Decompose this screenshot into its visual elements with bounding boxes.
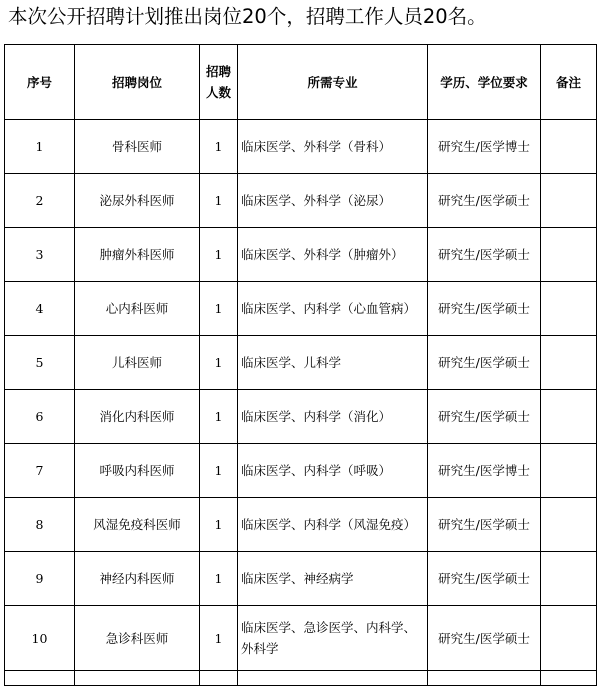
row-major: 临床医学、内科学（消化）	[238, 390, 428, 444]
header-major: 所需专业	[238, 45, 428, 120]
row-major: 临床医学、内科学（心血管病）	[238, 282, 428, 336]
table-row	[5, 444, 597, 498]
row-note	[541, 228, 597, 282]
row-position-empty	[75, 671, 200, 686]
row-note	[541, 336, 597, 390]
row-position: 肿瘤外科医师	[75, 228, 200, 282]
row-seq: 3	[5, 228, 75, 282]
row-seq: 6	[5, 390, 75, 444]
row-education: 研究生/医学硕士	[428, 228, 541, 282]
row-count: 1	[200, 552, 238, 606]
row-count-empty	[200, 671, 238, 686]
table-row	[5, 606, 597, 671]
row-education: 研究生/医学硕士	[428, 174, 541, 228]
row-position: 风湿免疫科医师	[75, 498, 200, 552]
table-header-row	[5, 45, 597, 120]
row-count: 1	[200, 498, 238, 552]
row-education: 研究生/医学硕士	[428, 390, 541, 444]
row-major: 临床医学、外科学（骨科）	[238, 120, 428, 174]
intro-text: 本次公开招聘计划推出岗位20个，招聘工作人员20名。	[8, 5, 487, 28]
row-note	[541, 120, 597, 174]
row-position: 儿科医师	[75, 336, 200, 390]
header-position: 招聘岗位	[75, 45, 200, 120]
row-education: 研究生/医学硕士	[428, 282, 541, 336]
row-count: 1	[200, 228, 238, 282]
row-education: 研究生/医学博士	[428, 120, 541, 174]
row-note	[541, 174, 597, 228]
row-position: 心内科医师	[75, 282, 200, 336]
table-row-partial	[5, 671, 597, 686]
table-row	[5, 174, 597, 228]
row-education: 研究生/医学硕士	[428, 498, 541, 552]
row-note	[541, 444, 597, 498]
row-count: 1	[200, 606, 238, 671]
table-row	[5, 228, 597, 282]
row-position: 泌尿外科医师	[75, 174, 200, 228]
row-major: 临床医学、儿科学	[238, 336, 428, 390]
row-seq: 1	[5, 120, 75, 174]
row-education: 研究生/医学硕士	[428, 336, 541, 390]
row-seq: 10	[5, 606, 75, 671]
row-note	[541, 552, 597, 606]
recruitment-table	[4, 44, 597, 686]
row-note	[541, 390, 597, 444]
table-row	[5, 390, 597, 444]
row-seq: 2	[5, 174, 75, 228]
row-note-empty	[541, 671, 597, 686]
table-row	[5, 336, 597, 390]
header-note: 备注	[541, 45, 597, 120]
header-education: 学历、学位要求	[428, 45, 541, 120]
row-major: 临床医学、内科学（风湿免疫）	[238, 498, 428, 552]
row-seq: 4	[5, 282, 75, 336]
table-row	[5, 552, 597, 606]
row-note	[541, 282, 597, 336]
table-row	[5, 282, 597, 336]
row-position: 骨科医师	[75, 120, 200, 174]
row-major: 临床医学、神经病学	[238, 552, 428, 606]
table-row	[5, 120, 597, 174]
row-position: 呼吸内科医师	[75, 444, 200, 498]
header-seq: 序号	[5, 45, 75, 120]
row-count: 1	[200, 390, 238, 444]
row-position: 消化内科医师	[75, 390, 200, 444]
row-count: 1	[200, 336, 238, 390]
row-major: 临床医学、外科学（泌尿）	[238, 174, 428, 228]
row-seq: 8	[5, 498, 75, 552]
row-note	[541, 498, 597, 552]
row-count: 1	[200, 174, 238, 228]
table-row	[5, 498, 597, 552]
row-seq-empty	[5, 671, 75, 686]
row-count: 1	[200, 120, 238, 174]
row-position: 神经内科医师	[75, 552, 200, 606]
row-major: 临床医学、外科学（肿瘤外）	[238, 228, 428, 282]
row-seq: 5	[5, 336, 75, 390]
row-seq: 9	[5, 552, 75, 606]
row-major: 临床医学、内科学（呼吸）	[238, 444, 428, 498]
row-major-empty	[238, 671, 428, 686]
row-major: 临床医学、急诊医学、内科学、外科学	[238, 606, 428, 671]
row-education: 研究生/医学博士	[428, 444, 541, 498]
header-count: 招聘人数	[200, 45, 238, 120]
row-position: 急诊科医师	[75, 606, 200, 671]
row-education-empty	[428, 671, 541, 686]
row-seq: 7	[5, 444, 75, 498]
row-count: 1	[200, 444, 238, 498]
row-note	[541, 606, 597, 671]
row-education: 研究生/医学硕士	[428, 606, 541, 671]
row-education: 研究生/医学硕士	[428, 552, 541, 606]
row-count: 1	[200, 282, 238, 336]
